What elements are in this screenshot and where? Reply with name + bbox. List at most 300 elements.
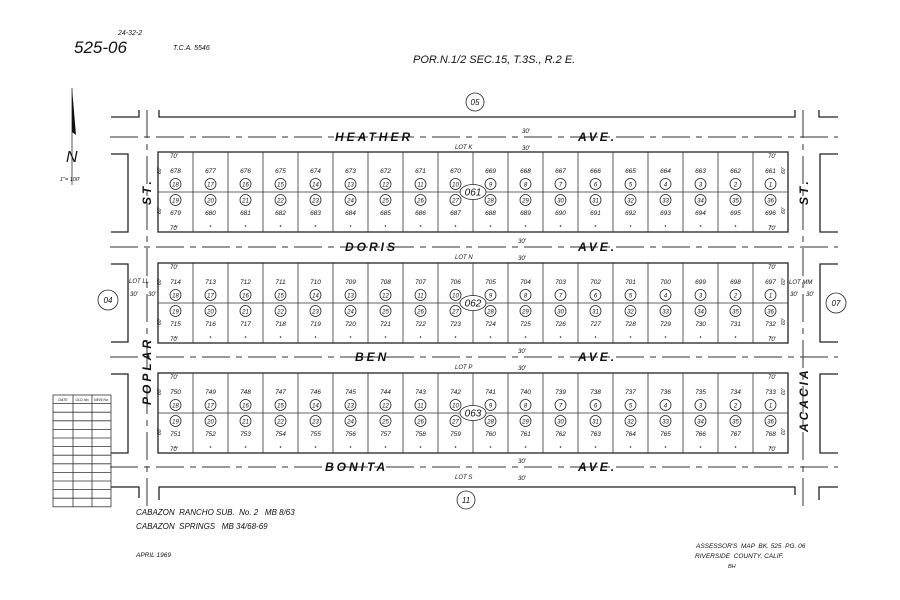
marker-dot	[560, 336, 562, 338]
parcel[interactable]	[625, 416, 636, 439]
marker-dot	[630, 336, 632, 338]
marker-dot	[280, 446, 282, 448]
lot-number: 26	[417, 198, 424, 205]
lot-number: 21	[242, 198, 249, 205]
parcel-apn: 685	[380, 210, 391, 217]
parcel[interactable]	[310, 416, 321, 439]
marker-dot	[595, 446, 597, 448]
parcel[interactable]	[345, 306, 356, 329]
parcel-apn: 710	[310, 279, 321, 286]
parcel[interactable]	[625, 168, 636, 190]
lot-number: 4	[663, 293, 668, 300]
parcel[interactable]	[310, 389, 321, 411]
parcel-apn: 703	[555, 279, 566, 286]
parcel[interactable]	[170, 168, 181, 190]
parcel[interactable]	[555, 389, 566, 411]
lot-number: 35	[732, 198, 739, 205]
marker-dot	[700, 225, 702, 227]
parcel[interactable]	[415, 306, 426, 329]
parcel[interactable]	[590, 279, 601, 301]
parcel[interactable]	[205, 168, 216, 190]
marker-dot	[560, 446, 562, 448]
parcel[interactable]	[415, 389, 426, 411]
parcel[interactable]	[660, 279, 671, 301]
parcel[interactable]	[415, 195, 426, 218]
lot-number: 21	[242, 419, 249, 426]
parcel-apn: 760	[485, 431, 496, 438]
lot-number: 28	[487, 309, 494, 316]
depth-dimension: 60'	[781, 278, 787, 285]
parcel-apn: 702	[590, 279, 601, 286]
parcel[interactable]	[520, 306, 531, 329]
lot-number: 8	[523, 293, 528, 300]
lot-number: 17	[207, 293, 214, 300]
parcel[interactable]	[765, 279, 776, 301]
lot-number: 2	[733, 182, 738, 189]
marker-dot	[280, 336, 282, 338]
parcel-apn: 694	[695, 210, 706, 217]
parcel[interactable]	[380, 168, 391, 190]
tca-number: T.C.A. 5546	[173, 45, 210, 52]
parcel[interactable]	[345, 389, 356, 411]
marker-dot	[630, 225, 632, 227]
parcel-apn: 730	[695, 321, 706, 328]
parcel[interactable]	[450, 168, 461, 190]
parcel[interactable]	[730, 416, 741, 439]
parcel-apn: 754	[275, 431, 286, 438]
parcel[interactable]	[625, 389, 636, 411]
parcel[interactable]	[170, 389, 181, 411]
marker-dot	[665, 336, 667, 338]
parcel[interactable]	[660, 195, 671, 218]
parcel-apn: 674	[310, 168, 321, 175]
parcel[interactable]	[765, 389, 776, 411]
poplar-width-right: 30'	[148, 292, 156, 298]
lot-number: 22	[277, 309, 284, 316]
lot-number: 31	[592, 198, 599, 205]
parcel[interactable]	[765, 168, 776, 190]
parcel[interactable]	[520, 168, 531, 190]
parcel[interactable]	[730, 168, 741, 190]
lot-number: 22	[277, 198, 284, 205]
parcel[interactable]	[310, 168, 321, 190]
lot-number: 19	[172, 309, 179, 316]
parcel[interactable]	[730, 389, 741, 411]
drafter-initials: BH	[728, 564, 736, 570]
lot-number: 16	[242, 403, 249, 410]
parcel-apn: 717	[240, 321, 251, 328]
parcel[interactable]	[695, 416, 706, 439]
parcel[interactable]	[695, 168, 706, 190]
parcel-apn: 681	[240, 210, 251, 217]
book-page-063[interactable]	[460, 406, 486, 421]
parcel[interactable]	[695, 389, 706, 411]
marker-dot	[210, 336, 212, 338]
poplar-st-upper: ST.	[140, 178, 154, 205]
marker-dot	[245, 336, 247, 338]
parcel-apn: 677	[205, 168, 216, 175]
parcel-apn: 696	[765, 210, 776, 217]
parcel[interactable]	[660, 416, 671, 439]
lot-number: 36	[767, 419, 774, 426]
parcel[interactable]	[205, 195, 216, 218]
parcel[interactable]	[520, 389, 531, 411]
parcel[interactable]	[170, 306, 181, 329]
parcel-apn: 698	[730, 279, 741, 286]
table-header: DATE	[58, 398, 68, 402]
parcel[interactable]	[170, 416, 181, 439]
parcel-blocks	[157, 152, 788, 453]
marker-dot	[420, 336, 422, 338]
parcel[interactable]	[170, 195, 181, 218]
lot-number: 14	[312, 403, 319, 410]
block-063	[157, 373, 788, 453]
parcel-apn: 695	[730, 210, 741, 217]
lot-number: 26	[417, 419, 424, 426]
acacia-width-left: 30'	[790, 292, 798, 298]
lot-number: 2	[733, 293, 738, 300]
marker-dot	[700, 446, 702, 448]
sub-number: 24-32-2	[118, 30, 143, 37]
marker-dot	[735, 225, 737, 227]
marker-dot	[455, 225, 457, 227]
parcel[interactable]	[240, 279, 251, 301]
parcel[interactable]	[765, 416, 776, 439]
parcel[interactable]	[695, 306, 706, 329]
lot-number: 27	[452, 198, 459, 205]
parcel-apn: 676	[240, 168, 251, 175]
parcel-apn: 756	[345, 431, 356, 438]
parcel-apn: 714	[170, 279, 181, 286]
parcel[interactable]	[240, 168, 251, 190]
lot-number: 8	[523, 182, 528, 189]
svg-text:061: 061	[464, 187, 482, 199]
parcel[interactable]	[485, 416, 496, 439]
parcel-apn: 700	[660, 279, 671, 286]
parcel[interactable]	[275, 279, 286, 301]
parcel-apn: 764	[625, 431, 636, 438]
parcel[interactable]	[380, 389, 391, 411]
lot-number: 6	[593, 293, 598, 300]
parcel[interactable]	[275, 168, 286, 190]
marker-dot	[735, 336, 737, 338]
parcel[interactable]	[590, 416, 601, 439]
lot-number: 23	[312, 309, 319, 316]
lot-number: 18	[172, 182, 179, 189]
parcel-apn: 739	[555, 389, 566, 396]
lot-number: 11	[417, 182, 424, 189]
parcel[interactable]	[275, 389, 286, 411]
lot-number: 1	[768, 182, 773, 189]
lot-number: 34	[697, 309, 704, 316]
lot-n: LOT N	[455, 255, 473, 261]
parcel[interactable]	[485, 168, 496, 190]
parcel[interactable]	[240, 416, 251, 439]
parcel[interactable]	[345, 416, 356, 439]
frontage-dimension: 70'	[170, 265, 178, 271]
parcel[interactable]	[205, 416, 216, 439]
parcel[interactable]	[275, 416, 286, 439]
parcel-apn: 690	[555, 210, 566, 217]
parcel-apn: 689	[520, 210, 531, 217]
block-062	[157, 263, 788, 343]
parcel-apn: 735	[695, 389, 706, 396]
marker-dot	[315, 446, 317, 448]
svg-text:04: 04	[103, 296, 113, 305]
parcel[interactable]	[625, 306, 636, 329]
lot-number: 23	[312, 419, 319, 426]
parcel[interactable]	[415, 279, 426, 301]
frontage-dimension: 70'	[170, 226, 178, 232]
heather-width-top: 30'	[522, 129, 530, 135]
parcel-apn: 722	[415, 321, 426, 328]
parcel[interactable]	[485, 389, 496, 411]
street-bonita-suffix: AVE.	[578, 460, 618, 474]
ben-width-bottom: 30'	[518, 366, 526, 372]
lot-number: 11	[417, 403, 424, 410]
parcel[interactable]	[310, 306, 321, 329]
parcel[interactable]	[625, 279, 636, 301]
parcel[interactable]	[380, 306, 391, 329]
depth-dimension: 60'	[781, 207, 787, 214]
lot-number: 28	[487, 419, 494, 426]
parcel-apn: 757	[380, 431, 391, 438]
parcel-apn: 750	[170, 389, 181, 396]
parcel[interactable]	[380, 416, 391, 439]
parcel-apn: 737	[625, 389, 636, 396]
parcel[interactable]	[380, 195, 391, 218]
parcel-apn: 715	[170, 321, 181, 328]
parcel[interactable]	[485, 195, 496, 218]
acacia-width-right: 30'	[806, 292, 814, 298]
north-letter: N	[66, 149, 78, 166]
lot-number: 1	[768, 403, 773, 410]
parcel-apn: 731	[730, 321, 741, 328]
lot-number: 13	[347, 293, 354, 300]
parcel-apn: 716	[205, 321, 216, 328]
parcel[interactable]	[240, 306, 251, 329]
parcel[interactable]	[310, 195, 321, 218]
marker-dot	[385, 336, 387, 338]
lot-number: 22	[277, 419, 284, 426]
parcel[interactable]	[450, 416, 461, 439]
parcel[interactable]	[520, 416, 531, 439]
lot-number: 14	[312, 293, 319, 300]
marker-dot	[455, 336, 457, 338]
lot-number: 29	[522, 198, 529, 205]
adjacent-page-east[interactable]	[826, 293, 846, 313]
parcel[interactable]	[205, 389, 216, 411]
parcel[interactable]	[765, 306, 776, 329]
parcel-apn: 692	[625, 210, 636, 217]
parcel[interactable]	[345, 279, 356, 301]
marker-dot	[385, 446, 387, 448]
lot-number: 25	[382, 419, 389, 426]
parcel-apn: 664	[660, 168, 671, 175]
lot-number: 35	[732, 309, 739, 316]
parcel[interactable]	[205, 306, 216, 329]
parcel-apn: 711	[275, 279, 286, 286]
lot-number: 24	[347, 198, 354, 205]
north-arrow-icon	[60, 88, 81, 185]
parcel[interactable]	[695, 279, 706, 301]
lot-number: 27	[452, 419, 459, 426]
marker-dot	[560, 225, 562, 227]
parcel[interactable]	[660, 389, 671, 411]
street-heather-suffix: AVE.	[578, 130, 618, 144]
lot-number: 19	[172, 419, 179, 426]
acacia-st-name: ACACIA	[797, 367, 811, 432]
subdivision-note-2: CABAZON SPRINGS MB 34/68-69	[136, 522, 268, 531]
parcel[interactable]	[205, 279, 216, 301]
lot-number: 34	[697, 419, 704, 426]
lot-number: 36	[767, 198, 774, 205]
parcel[interactable]	[590, 195, 601, 218]
parcel[interactable]	[730, 279, 741, 301]
doris-width-bottom: 30'	[518, 256, 526, 262]
lot-number: 31	[592, 419, 599, 426]
parcel[interactable]	[450, 389, 461, 411]
lot-number: 27	[452, 309, 459, 316]
map-number: 525-06	[74, 38, 127, 57]
lot-number: 5	[628, 293, 633, 300]
parcel-apn: 718	[275, 321, 286, 328]
depth-dimension: 60'	[781, 428, 787, 435]
street-ben-suffix: AVE.	[578, 350, 618, 364]
parcel-apn: 734	[730, 389, 741, 396]
parcel-apn: 741	[485, 389, 496, 396]
parcel[interactable]	[170, 279, 181, 301]
parcel[interactable]	[695, 195, 706, 218]
marker-dot	[665, 446, 667, 448]
parcel[interactable]	[415, 416, 426, 439]
parcel-apn: 712	[240, 279, 251, 286]
marker-dot	[665, 225, 667, 227]
lot-number: 11	[417, 293, 424, 300]
parcel[interactable]	[485, 306, 496, 329]
parcel-apn: 699	[695, 279, 706, 286]
parcel[interactable]	[765, 195, 776, 218]
lot-number: 21	[242, 309, 249, 316]
marker-dot	[420, 225, 422, 227]
table-header: NEW No.	[94, 398, 109, 402]
parcel[interactable]	[555, 416, 566, 439]
frontage-dimension: 70'	[768, 337, 776, 343]
lot-number: 9	[488, 293, 493, 300]
parcel-apn: 719	[310, 321, 321, 328]
parcel-apn: 726	[555, 321, 566, 328]
adjacent-page-west[interactable]	[98, 290, 118, 310]
parcel[interactable]	[380, 279, 391, 301]
parcel[interactable]	[590, 389, 601, 411]
parcel[interactable]	[590, 168, 601, 190]
lot-number: 30	[557, 198, 564, 205]
parcel-apn: 740	[520, 389, 531, 396]
adjacent-page-north[interactable]	[466, 93, 484, 111]
svg-text:063: 063	[464, 408, 482, 420]
marker-dot	[350, 446, 352, 448]
parcel[interactable]	[240, 195, 251, 218]
parcel[interactable]	[450, 195, 461, 218]
parcel[interactable]	[450, 279, 461, 301]
parcel-apn: 697	[765, 279, 776, 286]
parcel-apn: 752	[205, 431, 216, 438]
marker-dot	[525, 225, 527, 227]
parcel[interactable]	[345, 168, 356, 190]
adjacent-page-south[interactable]	[457, 491, 475, 509]
parcel[interactable]	[520, 195, 531, 218]
lot-mm: LOT MM	[789, 280, 813, 286]
book-page-062[interactable]	[460, 296, 486, 311]
lot-number: 23	[312, 198, 319, 205]
parcel[interactable]	[450, 306, 461, 329]
parcel[interactable]	[555, 195, 566, 218]
lot-number: 6	[593, 182, 598, 189]
marker-dot	[385, 225, 387, 227]
parcel-apn: 663	[695, 168, 706, 175]
parcel-apn: 744	[380, 389, 391, 396]
parcel[interactable]	[660, 306, 671, 329]
lot-number: 15	[277, 293, 284, 300]
lot-number: 10	[452, 293, 459, 300]
parcel[interactable]	[275, 306, 286, 329]
parcel[interactable]	[415, 168, 426, 190]
parcel-apn: 662	[730, 168, 741, 175]
depth-dimension: 60'	[781, 388, 787, 395]
book-page-061[interactable]	[460, 185, 486, 200]
lot-number: 13	[347, 182, 354, 189]
parcel-apn: 721	[380, 321, 391, 328]
parcel[interactable]	[345, 195, 356, 218]
parcel-apn: 724	[485, 321, 496, 328]
lot-number: 32	[627, 198, 634, 205]
parcel[interactable]	[590, 306, 601, 329]
depth-dimension: 60'	[781, 167, 787, 174]
parcel[interactable]	[240, 389, 251, 411]
section-description: POR.N.1/2 SEC.15, T.3S., R.2 E.	[413, 54, 576, 66]
lot-number: 16	[242, 293, 249, 300]
depth-dimension: 60'	[781, 318, 787, 325]
parcel[interactable]	[555, 279, 566, 301]
parcel[interactable]	[730, 195, 741, 218]
block-061	[157, 152, 788, 232]
lot-number: 17	[207, 182, 214, 189]
parcel[interactable]	[485, 279, 496, 301]
lot-number: 36	[767, 309, 774, 316]
parcel[interactable]	[520, 279, 531, 301]
parcel-apn: 688	[485, 210, 496, 217]
parcel-apn: 666	[590, 168, 601, 175]
parcel[interactable]	[660, 168, 671, 190]
lot-number: 30	[557, 419, 564, 426]
parcel-apn: 749	[205, 389, 216, 396]
parcel[interactable]	[310, 279, 321, 301]
parcel[interactable]	[730, 306, 741, 329]
svg-text:05: 05	[470, 98, 480, 107]
parcel-apn: 704	[520, 279, 531, 286]
heather-width-bottom: 30'	[522, 146, 530, 152]
lot-number: 14	[312, 182, 319, 189]
parcel[interactable]	[555, 306, 566, 329]
parcel[interactable]	[275, 195, 286, 218]
frontage-dimension: 70'	[768, 447, 776, 453]
poplar-st-name: POPLAR	[140, 336, 154, 405]
lot-number: 34	[697, 198, 704, 205]
frontage-dimension: 70'	[170, 154, 178, 160]
parcel[interactable]	[625, 195, 636, 218]
parcel[interactable]	[555, 168, 566, 190]
parcel-apn: 759	[450, 431, 461, 438]
